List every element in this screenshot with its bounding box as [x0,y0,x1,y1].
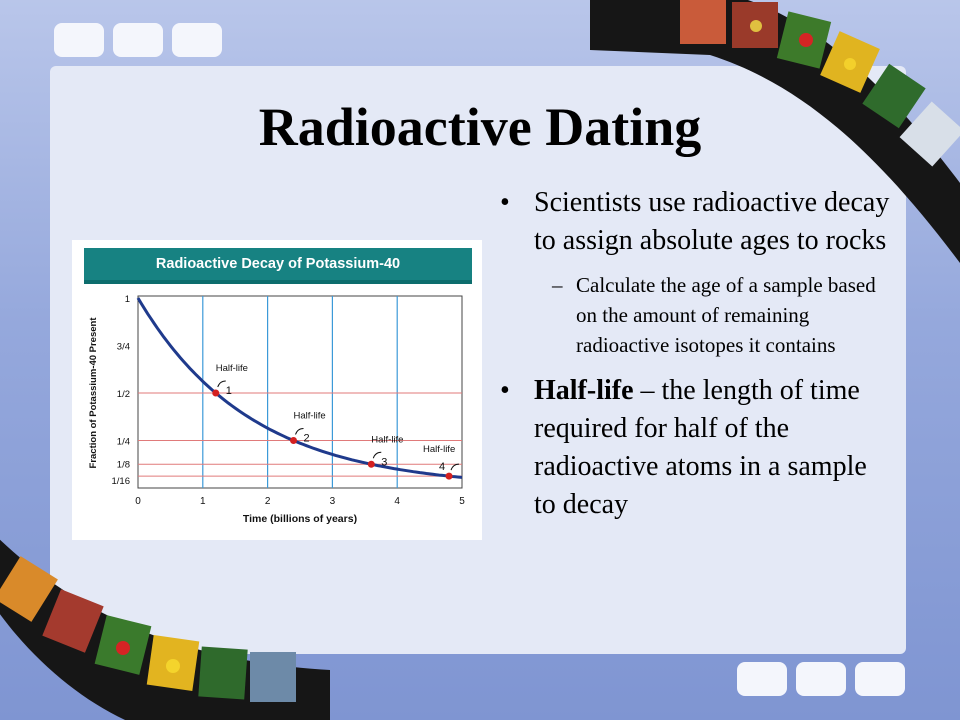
half-life-label: Half-life [215,363,248,374]
chart-plot [72,240,482,540]
y-tick-label: 3/4 [116,341,130,353]
bullet-text: Scientists use radioactive decay to assign absolute ages to rocks [534,187,890,256]
sub-bullet-text: Calculate the age of a sample based on the amount of remaining radioactive isotopes it contains [576,273,876,357]
dash-glyph: – [552,273,563,297]
half-life-number: 3 [381,456,388,469]
half-life-label: Half-life [423,444,456,456]
y-axis-label: Fraction of Potassium-40 Present [88,317,99,469]
nav-tab-1[interactable] [54,23,104,57]
y-tick-label: 1/2 [116,389,130,400]
bullet-list [500,184,890,524]
slide-title: Radioactive Dating [258,97,702,157]
half-life-point [368,461,375,468]
half-life-label: Half-life [371,434,404,446]
half-life-number: 1 [225,385,232,397]
x-tick-label: 1 [200,496,206,507]
chart-container [72,240,482,540]
nav-tab-2[interactable] [113,23,163,57]
x-tick-label: 3 [329,496,336,507]
nav-tab-5[interactable] [796,662,846,696]
half-life-number: 2 [303,432,310,445]
bullet-item [500,184,890,260]
half-life-point [290,437,297,444]
half-life-label: Half-life [293,410,326,422]
y-tick-label: 1/8 [116,459,130,471]
bullet-item [500,372,890,524]
half-life-number: 4 [439,461,446,474]
nav-tab-4[interactable] [737,662,787,696]
x-tick-label: 4 [394,496,400,507]
bullet-glyph: • [500,375,510,406]
x-tick-label: 2 [264,496,271,507]
x-axis-label: Time (billions of years) [242,513,358,525]
x-tick-label: 0 [135,496,141,507]
bullet-text: – the length of time required for half of the radioactive atoms in a sample to decay [534,375,867,520]
term-bold: Half-life [534,375,634,406]
y-tick-label: 1 [124,294,130,305]
plot-area [138,296,462,488]
half-life-point [446,473,453,480]
y-tick-label: 1/16 [111,476,130,488]
film-strip-bottom-left [0,520,330,720]
nav-tab-6[interactable] [855,662,905,696]
chart-title: Radioactive Decay of Potassium-40 [84,248,472,280]
sub-bullet-item [500,270,890,360]
x-tick-label: 5 [459,496,465,507]
half-life-point [212,390,219,397]
y-tick-label: 1/4 [116,436,130,448]
bullet-glyph: • [500,187,510,218]
nav-tab-3[interactable] [172,23,222,57]
